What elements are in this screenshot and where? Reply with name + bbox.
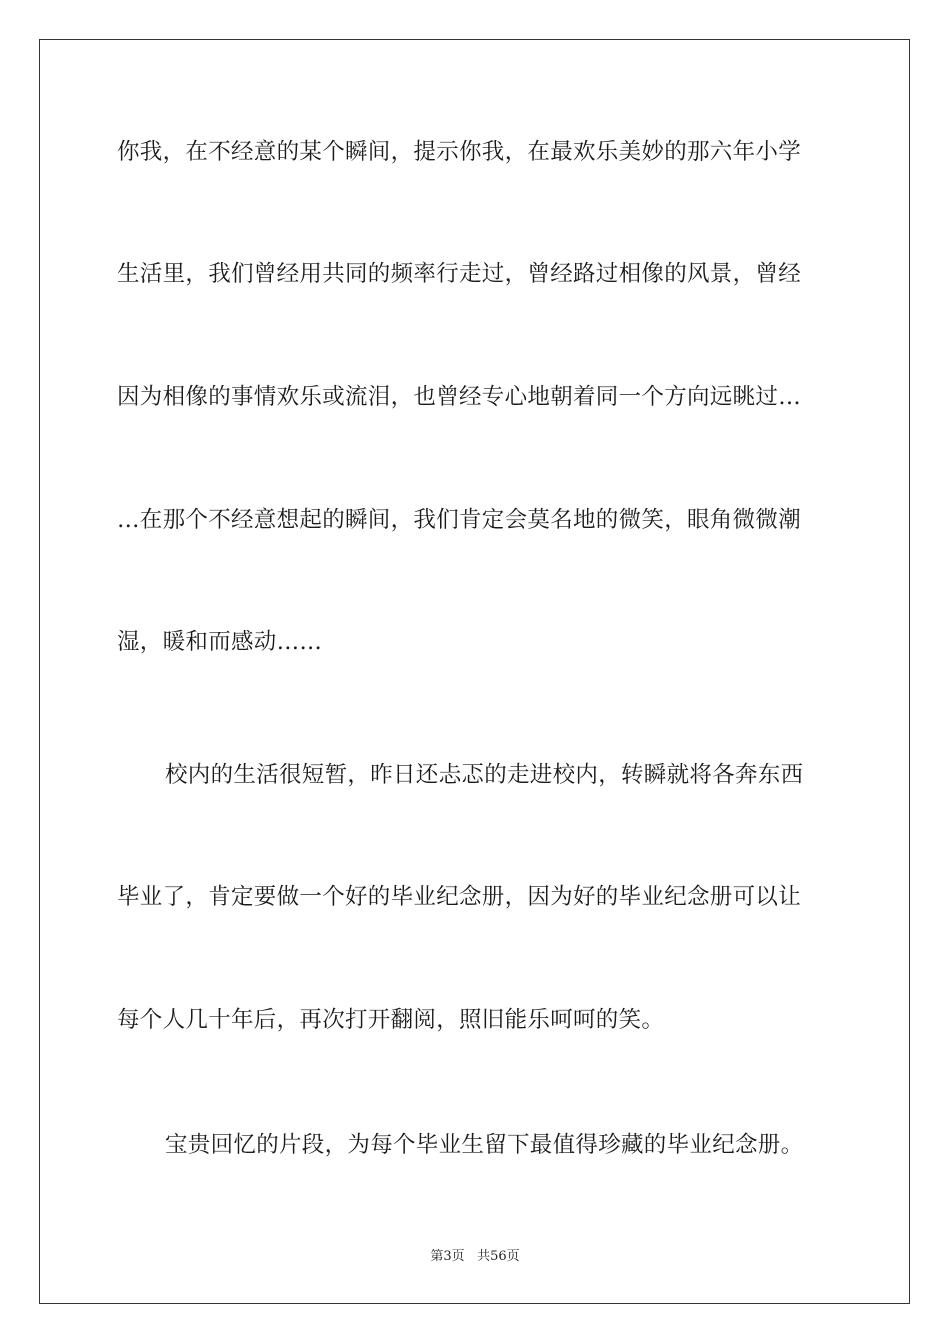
page-total: 共56页 — [477, 1249, 520, 1264]
text-line: 校内的生活很短暂，昨日还忐忑的走进校内，转瞬就将各奔东西 — [165, 762, 804, 788]
text-line: 生活里，我们曾经用共同的频率行走过，曾经路过相像的风景，曾经 — [117, 261, 802, 287]
text-line: 你我，在不经意的某个瞬间，提示你我，在最欢乐美妙的那六年小学 — [117, 139, 802, 165]
text-line: 宝贵回忆的片段，为每个毕业生留下最值得珍藏的毕业纪念册。 — [165, 1132, 804, 1158]
page-frame — [39, 39, 910, 1304]
text-line: 湿，暖和而感动…… — [117, 629, 323, 655]
text-line: …在那个不经意想起的瞬间，我们肯定会莫名地的微笑，眼角微微潮 — [117, 507, 802, 533]
text-line: 因为相像的事情欢乐或流泪，也曾经专心地朝着同一个方向远眺过… — [117, 384, 802, 410]
page-number: 第3页 — [430, 1249, 465, 1264]
page-footer — [0, 1248, 950, 1266]
text-line: 每个人几十年后，再次打开翻阅，照旧能乐呵呵的笑。 — [117, 1007, 665, 1033]
text-line: 毕业了，肯定要做一个好的毕业纪念册，因为好的毕业纪念册可以让 — [117, 884, 802, 910]
